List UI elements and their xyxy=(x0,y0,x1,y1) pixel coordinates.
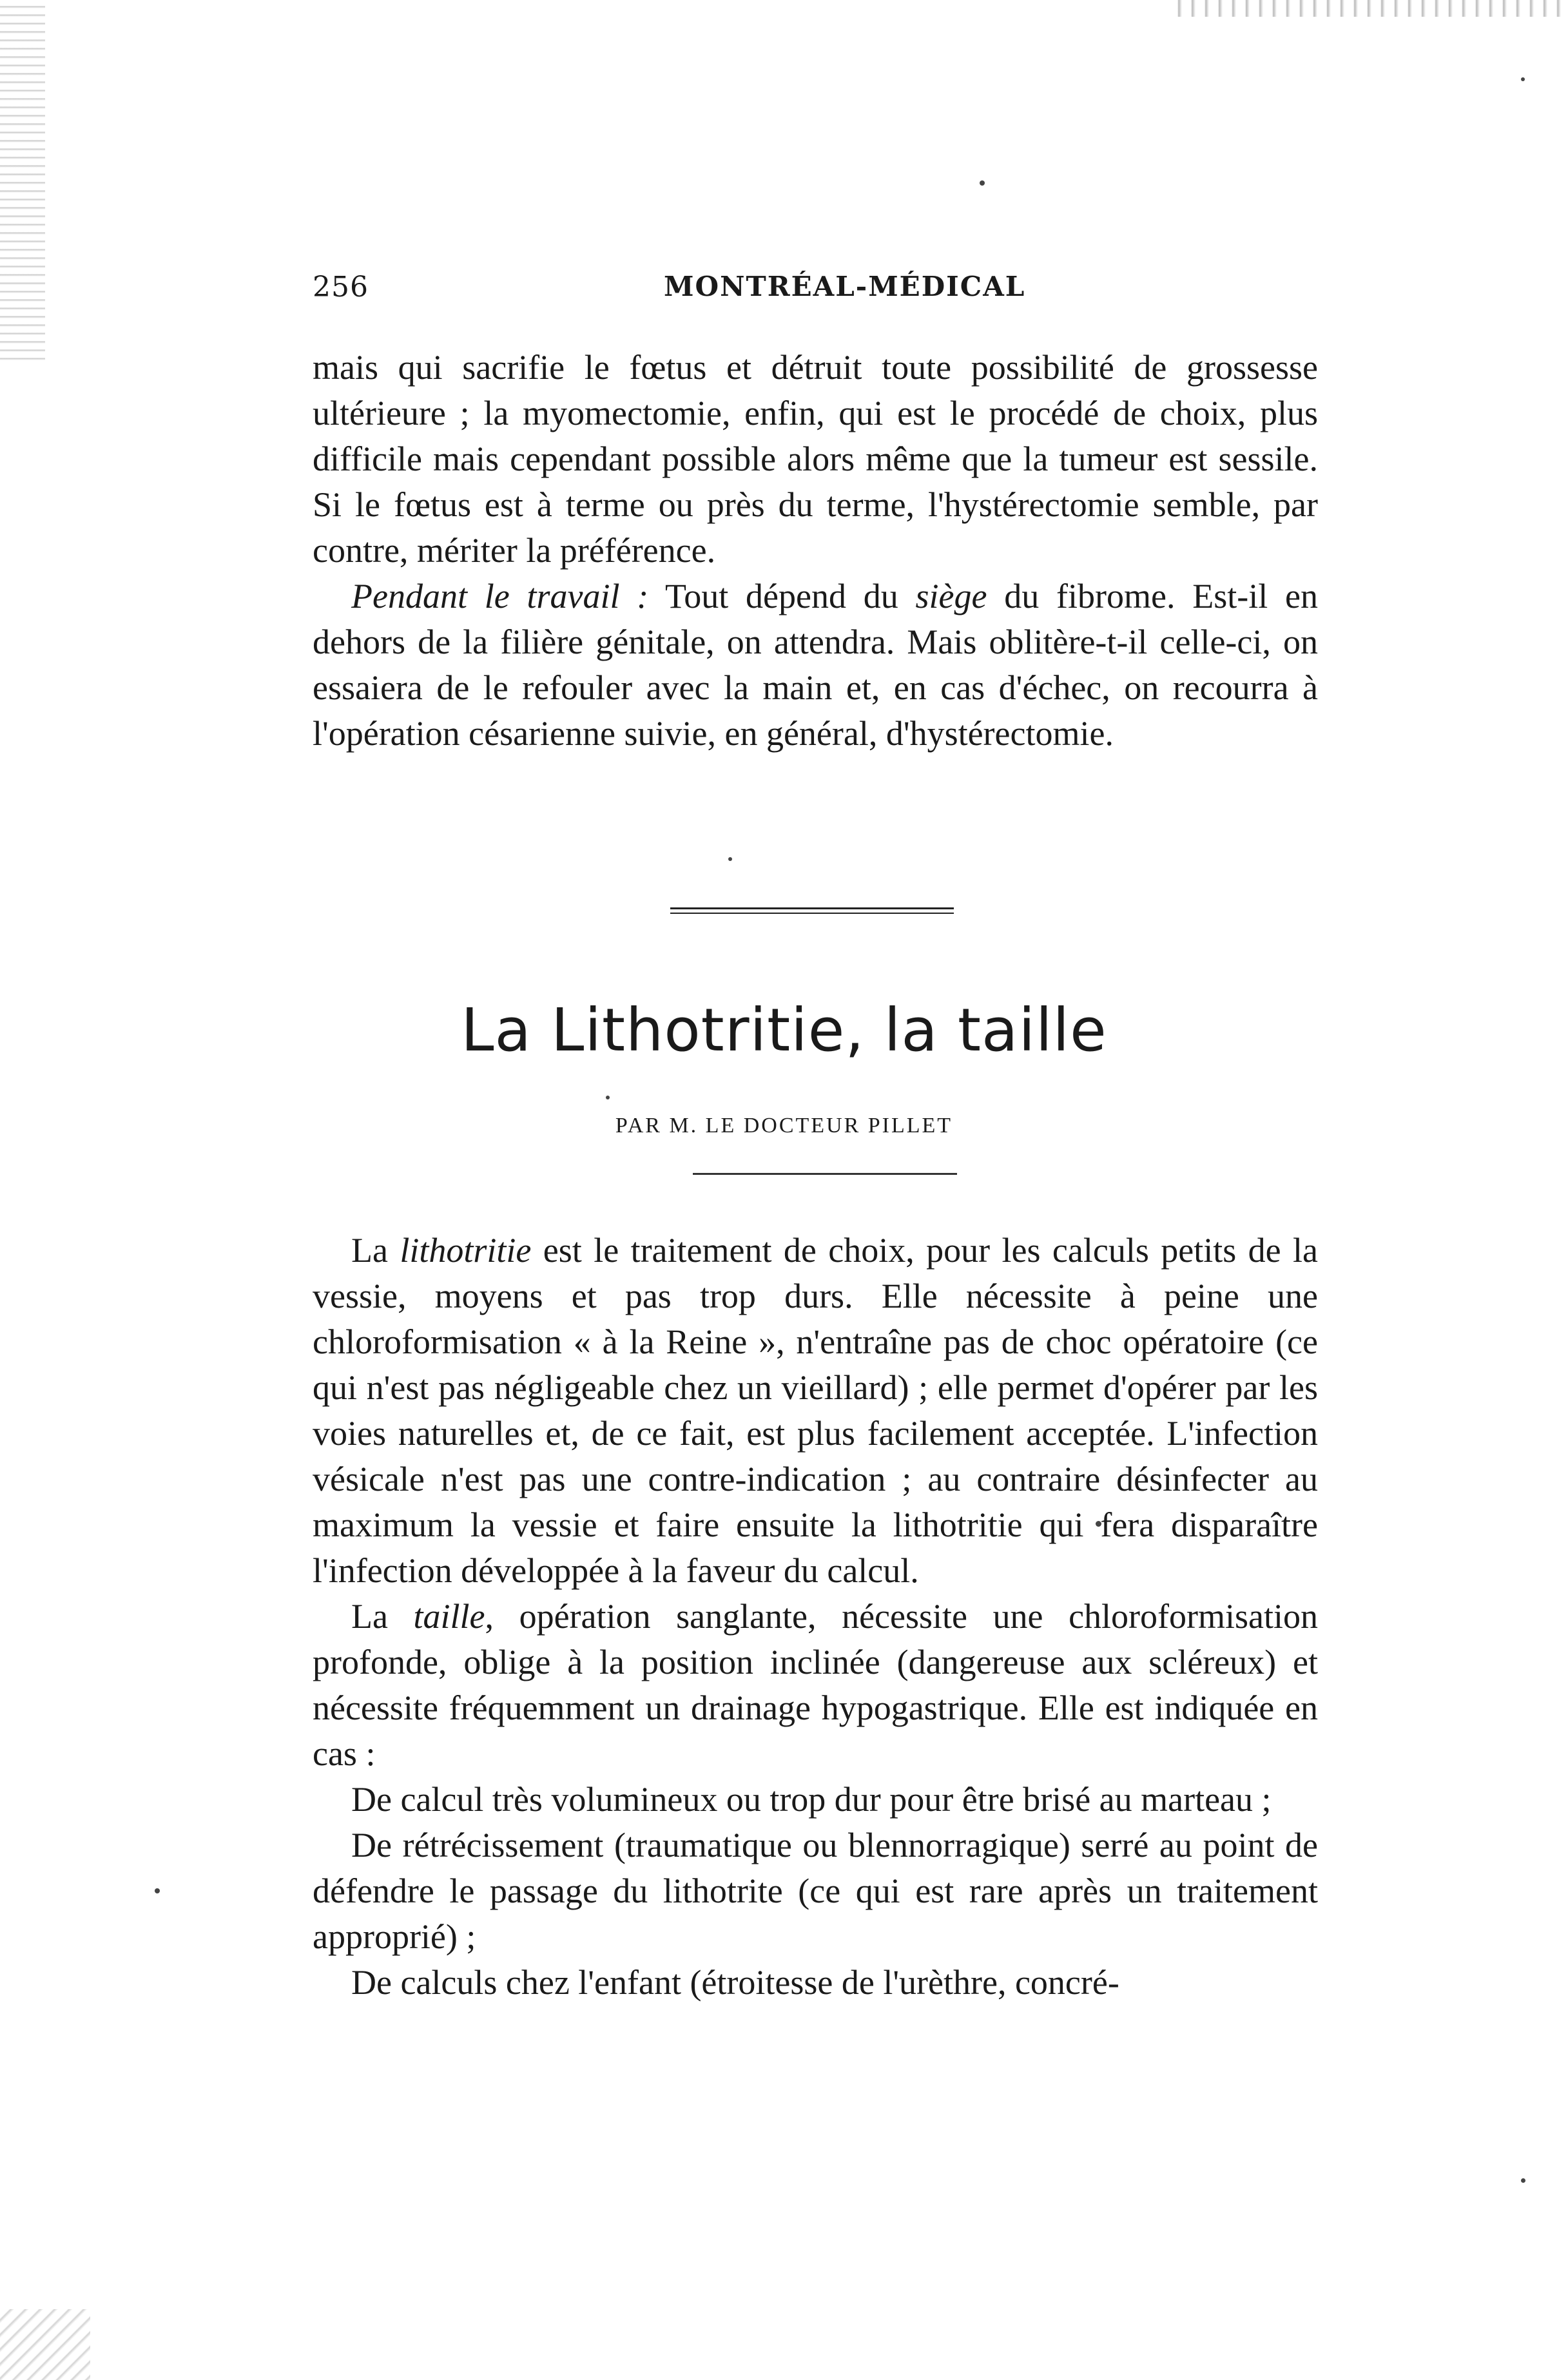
italic-run: siège xyxy=(915,577,987,615)
scan-speck xyxy=(606,1096,610,1099)
scan-speck xyxy=(1521,77,1525,81)
scan-speck xyxy=(1521,2178,1525,2183)
paragraph: De calculs chez l'enfant (étroitesse de l'urèthre, concré- xyxy=(351,1963,1119,2002)
text-run: La xyxy=(351,1597,414,1636)
byline-rule xyxy=(693,1173,957,1175)
article-byline: PAR M. LE DOCTEUR PILLET xyxy=(615,1114,953,1137)
paragraph xyxy=(313,1594,1318,1777)
italic-run: taille xyxy=(413,1597,485,1636)
running-title: MONTRÉAL-MÉDICAL xyxy=(664,271,1026,302)
text-run: , opération sanglante, nécessite une chloroformisation profonde, oblige à la position inclinée (dangereuse aux scléreux) et nécessite fréquemment un drainage hypogastrique. Elle est indiquée en cas : xyxy=(313,1597,1319,1773)
italic-run: Pendant le travail : xyxy=(351,577,649,615)
text-run: Tout dépend du xyxy=(648,577,916,615)
page-number: 256 xyxy=(313,271,369,304)
paragraph xyxy=(313,1228,1318,1594)
scan-speck xyxy=(728,857,732,861)
scan-bottom-noise xyxy=(0,2309,90,2380)
scan-speck xyxy=(980,180,985,186)
scan-speck xyxy=(155,1888,160,1893)
text-run: est le traitement de choix, pour les calculs petits de la vessie, moyens et pas trop durs. Elle nécessite à peine une chloroformisation « à la Reine », n'entraîne pas de choc opératoire (ce qui n'est pas négligeable chez un vieillard) ; elle permet d'opérer par les voies naturelles et, de ce fait, est plus facilement acceptée. L'infection vésicale n'est pas une contre-indication ; au contraire désinfecter au maximum la vessie et faire ensuite la lithotritie qui fera disparaître l'infection développée à la faveur du calcul. xyxy=(313,1231,1319,1590)
italic-run: lithotritie xyxy=(400,1231,532,1270)
divider-line xyxy=(670,907,954,909)
paragraph: De rétrécissement (traumatique ou blennorragique) serré au point de défendre le passage du lithotrite (ce qui est rare après un traitement approprié) ; xyxy=(313,1826,1318,1956)
scan-margin-noise xyxy=(0,0,45,361)
divider-line xyxy=(670,913,954,914)
article-title: La Lithotritie, la taille xyxy=(461,996,1107,1065)
running-header xyxy=(313,271,1318,309)
scan-top-noise xyxy=(1168,0,1568,17)
paragraph: De calcul très volumineux ou trop dur pour être brisé au marteau ; xyxy=(351,1780,1272,1819)
continued-text-block xyxy=(313,345,1318,757)
text-run: du fibrome. Est-il en dehors de la filière génitale, on attendra. Mais oblitère-t-il celle-ci, on essaiera de le refouler avec la main et, en cas d'échec, on recourra à l'opération césarienne suivie, en général, d'hystérectomie. xyxy=(313,577,1318,753)
section-divider xyxy=(670,907,954,916)
paragraph: mais qui sacrifie le fœtus et détruit toute possibilité de grossesse ultérieure ; la myomectomie, enfin, qui est le procédé de choix, plus difficile mais cependant possible alors même que la tumeur est sessile. Si le fœtus est à terme ou près du terme, l'hystérectomie semble, par contre, mériter la préférence. xyxy=(313,348,1318,570)
article-body xyxy=(313,1228,1318,2006)
text-run: La xyxy=(351,1231,400,1270)
paragraph xyxy=(313,574,1318,757)
